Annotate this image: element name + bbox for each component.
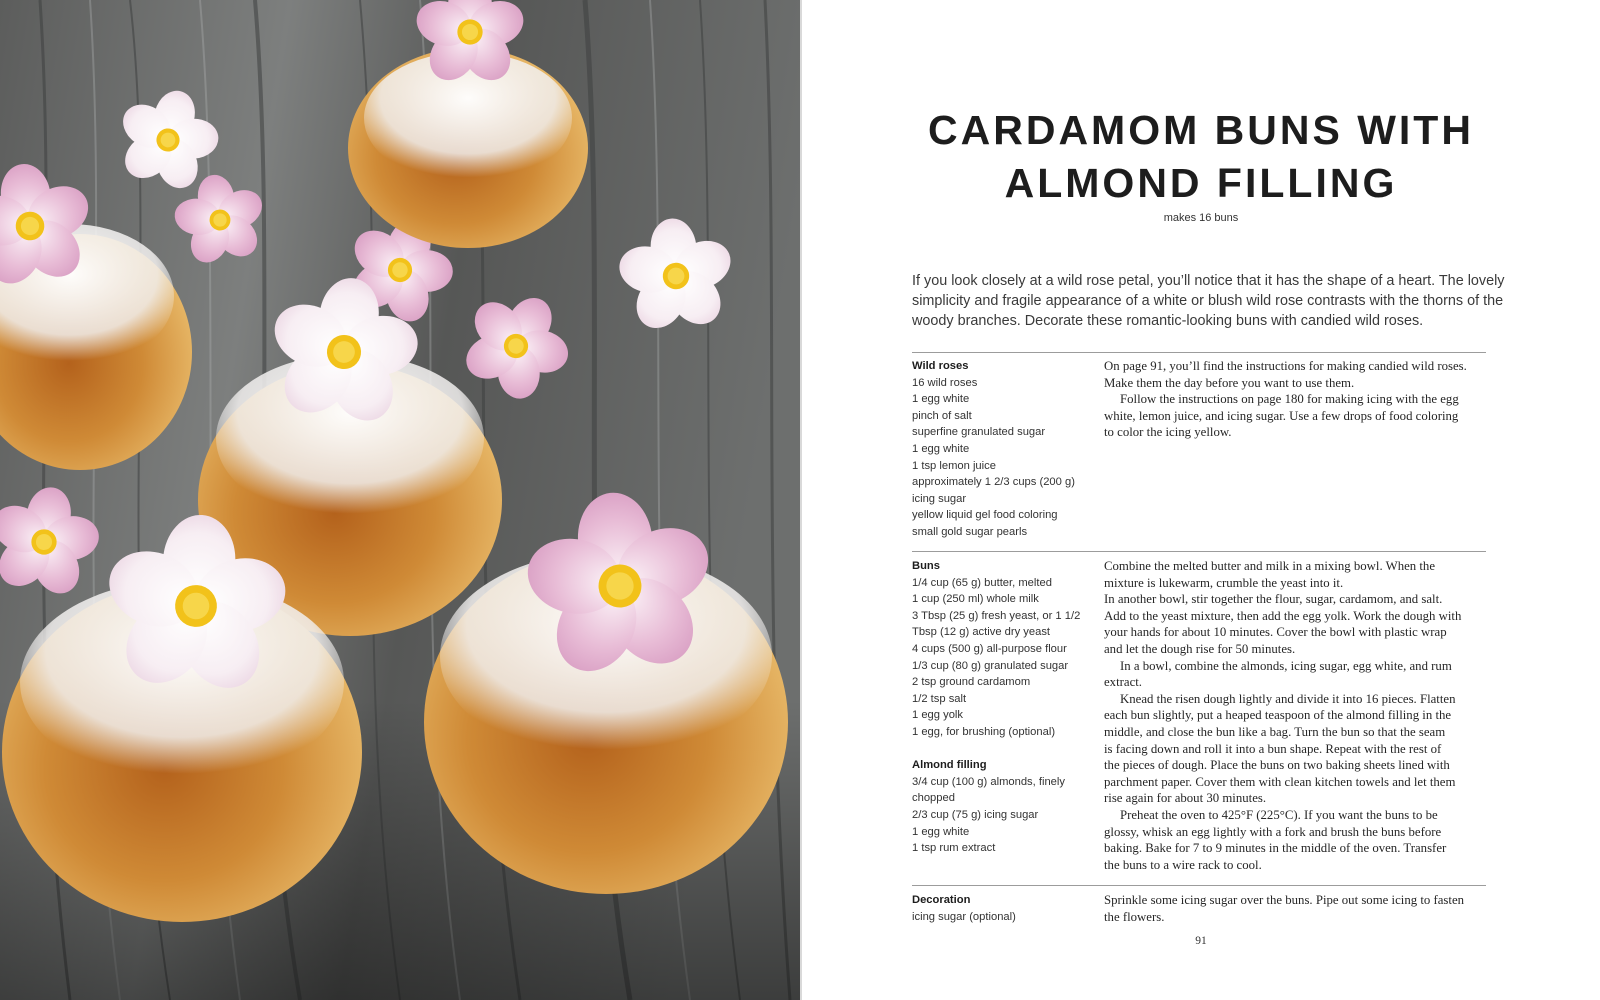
- method-line: Knead the risen dough lightly and divide it into 16 pieces. Flatten: [1120, 691, 1456, 706]
- method-decoration: [1104, 892, 1488, 925]
- recipe-title: [802, 104, 1600, 210]
- ingredient-item: 1/3 cup (80 g) granulated sugar: [912, 659, 1069, 672]
- ingredient-item: 1 cup (250 ml) whole milk: [912, 593, 1039, 606]
- section-divider: [912, 352, 1486, 353]
- method-line: to color the icing yellow.: [1104, 425, 1232, 440]
- ingredients-wild-roses: [912, 358, 1102, 541]
- method-line: middle, and close the bun like a bag. Turn the bun so that the seam: [1104, 724, 1446, 739]
- ingredient-item: 1/4 cup (65 g) butter, melted: [912, 576, 1052, 589]
- method-line: is facing down and roll it into a bun shape. Repeat with the rest of: [1104, 741, 1442, 756]
- ingredient-item: 2/3 cup (75 g) icing sugar: [912, 808, 1039, 821]
- section-divider: [912, 885, 1486, 886]
- method-line: parchment paper. Cover them with clean kitchen towels and let them: [1104, 774, 1456, 789]
- method-line: your hands for about 10 minutes. Cover the bowl with plastic wrap: [1104, 625, 1447, 640]
- ingredient-item: icing sugar (optional): [912, 910, 1016, 923]
- ingredient-item: 3 Tbsp (25 g) fresh yeast, or 1 1/2: [912, 609, 1081, 622]
- ingredient-item: 1 egg white: [912, 442, 970, 455]
- method-line: the buns to a wire rack to cool.: [1104, 857, 1262, 872]
- intro-line: simplicity and fragile appearance of a white or blush wild rose contrasts with the thorns of the: [912, 293, 1504, 309]
- method-line: white, lemon juice, and icing sugar. Use a few drops of food coloring: [1104, 408, 1459, 423]
- method-line: Combine the melted butter and milk in a mixing bowl. When the: [1104, 559, 1436, 573]
- page-number: 91: [1195, 935, 1207, 947]
- method-wild-roses: [1104, 358, 1488, 441]
- method-buns: [1104, 558, 1488, 873]
- method-line: mixture is lukewarm, crumble the yeast into it.: [1104, 575, 1344, 590]
- ingredient-item: chopped: [912, 792, 955, 805]
- section-heading: Buns: [912, 560, 940, 572]
- ingredient-item: 1/2 tsp salt: [912, 692, 967, 705]
- section-heading: Wild roses: [912, 360, 969, 372]
- ingredient-item: 1 egg white: [912, 393, 970, 406]
- recipe-page: [802, 0, 1600, 1000]
- method-line: rise again for about 30 minutes.: [1104, 791, 1267, 806]
- ingredient-item: 4 cups (500 g) all-purpose flour: [912, 642, 1067, 655]
- method-line: Make them the day before you want to use them.: [1104, 375, 1355, 390]
- method-line: In a bowl, combine the almonds, icing sugar, egg white, and rum: [1120, 658, 1452, 673]
- method-line: Follow the instructions on page 180 for making icing with the egg: [1120, 392, 1459, 407]
- ingredient-item: 1 tsp lemon juice: [912, 459, 996, 472]
- title-line: ALMOND FILLING: [1004, 160, 1398, 206]
- method-line: In another bowl, stir together the flour, sugar, cardamom, and salt.: [1104, 592, 1443, 607]
- intro-line: woody branches. Decorate these romantic-looking buns with candied wild roses.: [912, 313, 1424, 329]
- method-line: On page 91, you’ll find the instructions for making candied wild roses.: [1104, 359, 1467, 373]
- method-line: the flowers.: [1104, 909, 1165, 924]
- method-line: and let the dough rise for 50 minutes.: [1104, 641, 1296, 656]
- ingredient-item: Tbsp (12 g) active dry yeast: [912, 626, 1051, 639]
- ingredient-item: 3/4 cup (100 g) almonds, finely: [912, 775, 1065, 788]
- method-line: each bun slightly, put a heaped teaspoon of the almond filling in the: [1104, 708, 1452, 723]
- method-line: the pieces of dough. Place the buns on two baking sheets lined with: [1104, 758, 1450, 773]
- intro-line: If you look closely at a wild rose petal, you’ll notice that it has the shape of a heart. The lovely: [912, 273, 1505, 289]
- ingredient-item: 2 tsp ground cardamom: [912, 676, 1031, 689]
- ingredient-item: approximately 1 2/3 cups (200 g): [912, 476, 1075, 489]
- ingredient-item: icing sugar: [912, 492, 967, 505]
- ingredient-item: 1 egg, for brushing (optional): [912, 725, 1056, 738]
- ingredient-item: small gold sugar pearls: [912, 525, 1028, 538]
- recipe-yield: makes 16 buns: [1163, 212, 1239, 224]
- method-line: extract.: [1104, 675, 1143, 690]
- title-line: CARDAMOM BUNS WITH: [928, 107, 1474, 153]
- method-line: baking. Bake for 7 to 9 minutes in the middle of the oven. Transfer: [1104, 841, 1447, 856]
- ingredients-buns: [912, 558, 1102, 857]
- ingredient-item: 16 wild roses: [912, 376, 978, 389]
- section-heading: Almond filling: [912, 759, 987, 772]
- method-line: Preheat the oven to 425°F (225°C). If you want the buns to be: [1120, 807, 1438, 822]
- ingredient-item: yellow liquid gel food coloring: [912, 509, 1058, 522]
- section-divider: [912, 551, 1486, 552]
- section-heading: Decoration: [912, 894, 971, 906]
- ingredient-item: 1 egg yolk: [912, 709, 963, 722]
- recipe-intro: [912, 271, 1505, 331]
- ingredient-item: pinch of salt: [912, 409, 972, 422]
- ingredient-item: superfine granulated sugar: [912, 426, 1046, 439]
- ingredient-item: 1 egg white: [912, 825, 970, 838]
- method-line: Sprinkle some icing sugar over the buns. Pipe out some icing to fasten: [1104, 893, 1465, 907]
- ingredient-item: 1 tsp rum extract: [912, 842, 996, 855]
- ingredients-decoration: [912, 892, 1102, 925]
- method-line: glossy, whisk an egg lightly with a fork and brush the buns before: [1104, 824, 1442, 839]
- method-line: Add to the yeast mixture, then add the egg yolk. Work the dough with: [1104, 608, 1462, 623]
